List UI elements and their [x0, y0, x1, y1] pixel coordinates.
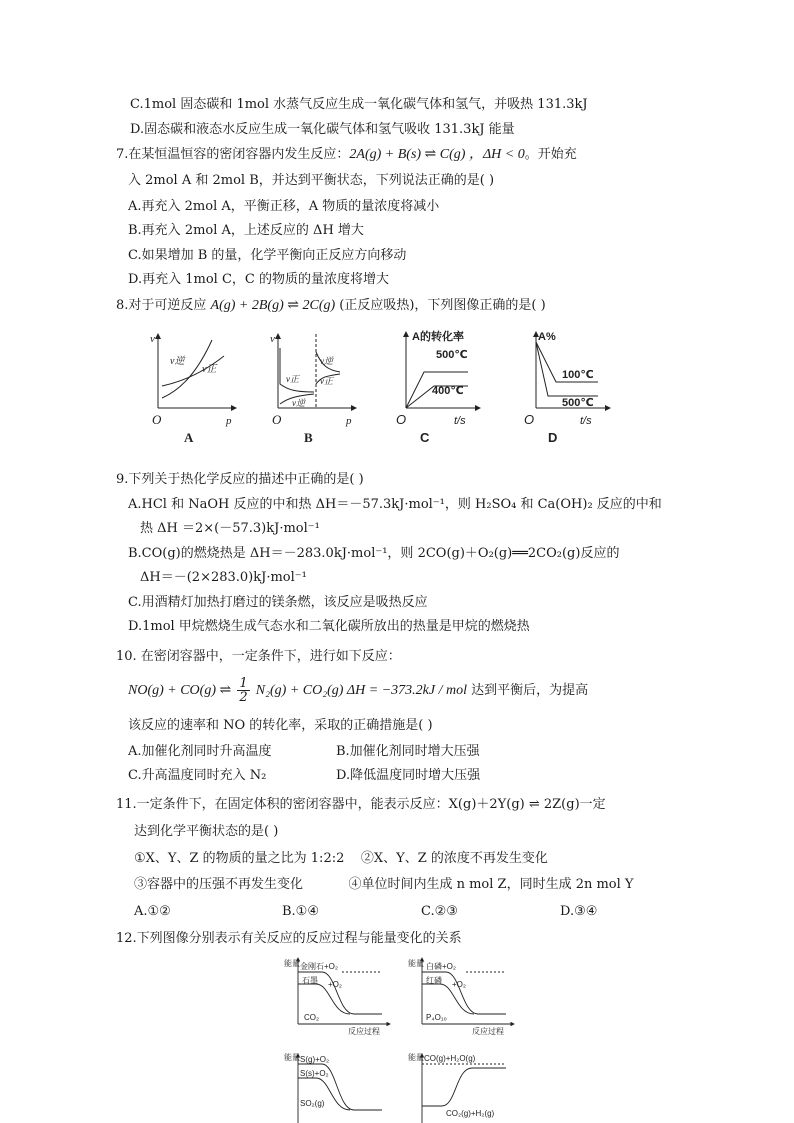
option-d: D.固态碳和液态水反应生成一氧化碳气体和氢气吸收 131.3kJ 能量 [130, 122, 515, 137]
fraction: $\frac{1}{2}$ [239, 676, 248, 705]
level-label: S(g)+O₂ [300, 1055, 330, 1064]
level-label: +O₂ [328, 980, 342, 989]
question-7-stem-line2: 入 2mol A 和 2mol B，并达到平衡状态，下列说法正确的是( ) [128, 173, 495, 188]
level-label: CO₂ [304, 1013, 320, 1022]
y-axis-label: 能量 [408, 959, 424, 968]
statement-row: ③容器中的压强不再发生变化 ④单位时间内生成 n mol Z，同时生成 2n mol Y [134, 877, 634, 892]
y-axis-label: 能量 [408, 1053, 424, 1062]
option-a-line2: 热 ΔH ＝2×(－57.3)kJ·mol⁻¹ [140, 521, 320, 536]
statement-row: ①X、Y、Z 的物质的量之比为 1:2:2 ②X、Y、Z 的浓度不再发生变化 [134, 851, 548, 866]
level-label: S(s)+O₂ [300, 1069, 329, 1078]
x-axis-label: p [226, 415, 232, 427]
x-axis-label: t/s [454, 415, 466, 427]
option-a: A.再充入 2mol A，平衡正移，A 物质的量浓度将减小 [128, 199, 440, 214]
graph-a [158, 334, 236, 408]
level-label: +O₂ [452, 980, 466, 989]
option-b: B.再充入 2mol A，上述反应的 ΔH 增大 [128, 223, 364, 238]
curve-label: 100℃ [562, 369, 594, 381]
level-label: 金刚石+O₂ [300, 962, 338, 971]
level-label: CO(g)+H₂O(g) [424, 1054, 476, 1063]
origin-label: O [272, 412, 282, 427]
curve-label: 400℃ [432, 385, 464, 397]
graph-letter: C [420, 430, 430, 445]
origin-label: O [152, 412, 162, 427]
option-c: C.如果增加 B 的量，化学平衡向正反应方向移动 [128, 248, 407, 263]
curve-label: v逆 [320, 356, 333, 366]
y-axis-label: v [150, 333, 155, 345]
y-axis-label: v [270, 333, 275, 345]
level-label: 红磷 [426, 976, 442, 985]
level-label: 石墨 [302, 976, 318, 985]
x-axis-label: 反应过程 [348, 1027, 380, 1036]
option-d: D.降低温度同时增大压强 [336, 768, 481, 783]
option-b: B.加催化剂同时增大压强 [336, 744, 480, 759]
option-c: C.1mol 固态碳和 1mol 水蒸气反应生成一氧化碳气体和氢气，并吸热 131.3kJ [130, 97, 588, 112]
y-axis-label: A的转化率 [412, 331, 464, 343]
curve-label: 500℃ [562, 397, 594, 409]
level-label: P₄O₁₀ [426, 1013, 447, 1022]
option-a: A.①② [134, 904, 171, 919]
equation: A(g) + 2B(g) ⇌ 2C(g) [210, 298, 336, 313]
question-8-graphs [140, 326, 620, 450]
curve-label: 500℃ [436, 349, 468, 361]
question-7-stem: 7.在某恒温恒容的密闭容器内发生反应：2A(g) + B(s) ⇌ C(g) ，ΔH < 0。开始充 [116, 147, 577, 162]
question-10-stem: 10. 在密闭容器中，一定条件下，进行如下反应： [116, 649, 401, 664]
x-axis-label: p [346, 415, 352, 427]
option-d: D.③④ [560, 904, 598, 919]
curve-label: v正 [320, 376, 333, 386]
origin-label: O [524, 412, 535, 427]
graph-letter: D [548, 430, 558, 445]
curve-label: v逆 [170, 356, 185, 367]
option-a: A.HCl 和 NaOH 反应的中和热 ΔH＝－57.3kJ·mol⁻¹，则 H₂SO₄ 和 Ca(OH)₂ 反应的中和 [128, 497, 662, 512]
y-axis-label: 能量 [284, 959, 300, 968]
equation: 2A(g) + B(s) ⇌ C(g) ，ΔH < 0 [349, 147, 525, 162]
option-c: C.用酒精灯加热打磨过的镁条燃，该反应是吸热反应 [128, 595, 428, 610]
curve-label: v正 [202, 364, 217, 375]
question-10-stem-line2: 该反应的速率和 NO 的转化率，采取的正确措施是( ) [128, 718, 433, 733]
graph-b [278, 334, 356, 408]
option-c: C.升高温度同时充入 N₂ [128, 768, 267, 783]
graph-letter: A [184, 430, 194, 445]
x-axis-label: t/s [580, 415, 592, 427]
question-8-stem: 8.对于可逆反应 A(g) + 2B(g) ⇌ 2C(g) (正反应吸热)，下列图像正确的是( ) [116, 298, 546, 313]
y-axis-label: A% [538, 331, 556, 343]
level-label: 白磷+O₂ [426, 962, 456, 971]
option-b-line2: ΔH＝－(2×283.0)kJ·mol⁻¹ [140, 570, 307, 585]
origin-label: O [396, 412, 407, 427]
option-b: B.CO(g)的燃烧热是 ΔH＝－283.0kJ·mol⁻¹，则 2CO(g)＋O₂(g)══2CO₂(g)反应的 [128, 546, 620, 561]
option-c: C.②③ [421, 904, 458, 919]
question-11-stem-line2: 达到化学平衡状态的是( ) [134, 824, 279, 839]
question-12-stem: 12.下列图像分别表示有关反应的反应过程与能量变化的关系 [116, 931, 462, 946]
energy-graph-3 [298, 1054, 390, 1123]
curve-label: v逆 [292, 398, 305, 408]
option-a: A.加催化剂同时升高温度 [128, 744, 272, 759]
option-d: D.1mol 甲烷燃烧生成气态水和二氧化碳所放出的热量是甲烷的燃烧热 [128, 619, 530, 634]
option-b: B.①④ [282, 904, 319, 919]
graph-letter: B [304, 430, 313, 445]
level-label: CO₂(g)+H₂(g) [446, 1109, 495, 1118]
level-label: SO₂(g) [300, 1099, 325, 1108]
curve-label: v正 [286, 374, 299, 384]
y-axis-label: 能量 [284, 1053, 300, 1062]
question-10-equation: NO(g) + CO(g) ⇌ $\frac{1}{2}$ N₂(g) + CO₂(g) ΔH = −373.2kJ / mol 达到平衡后，为提高 [128, 676, 589, 705]
question-12-graphs [282, 954, 522, 1123]
question-11-stem: 11.一定条件下，在固定体积的密闭容器中，能表示反应：X(g)＋2Y(g) ⇌ 2Z(g)一定 [116, 797, 606, 812]
option-d: D.再充入 1mol C，C 的物质的量浓度将增大 [128, 272, 389, 287]
question-9-stem: 9.下列关于热化学反应的描述中正确的是( ) [116, 472, 364, 487]
x-axis-label: 反应过程 [472, 1027, 504, 1036]
